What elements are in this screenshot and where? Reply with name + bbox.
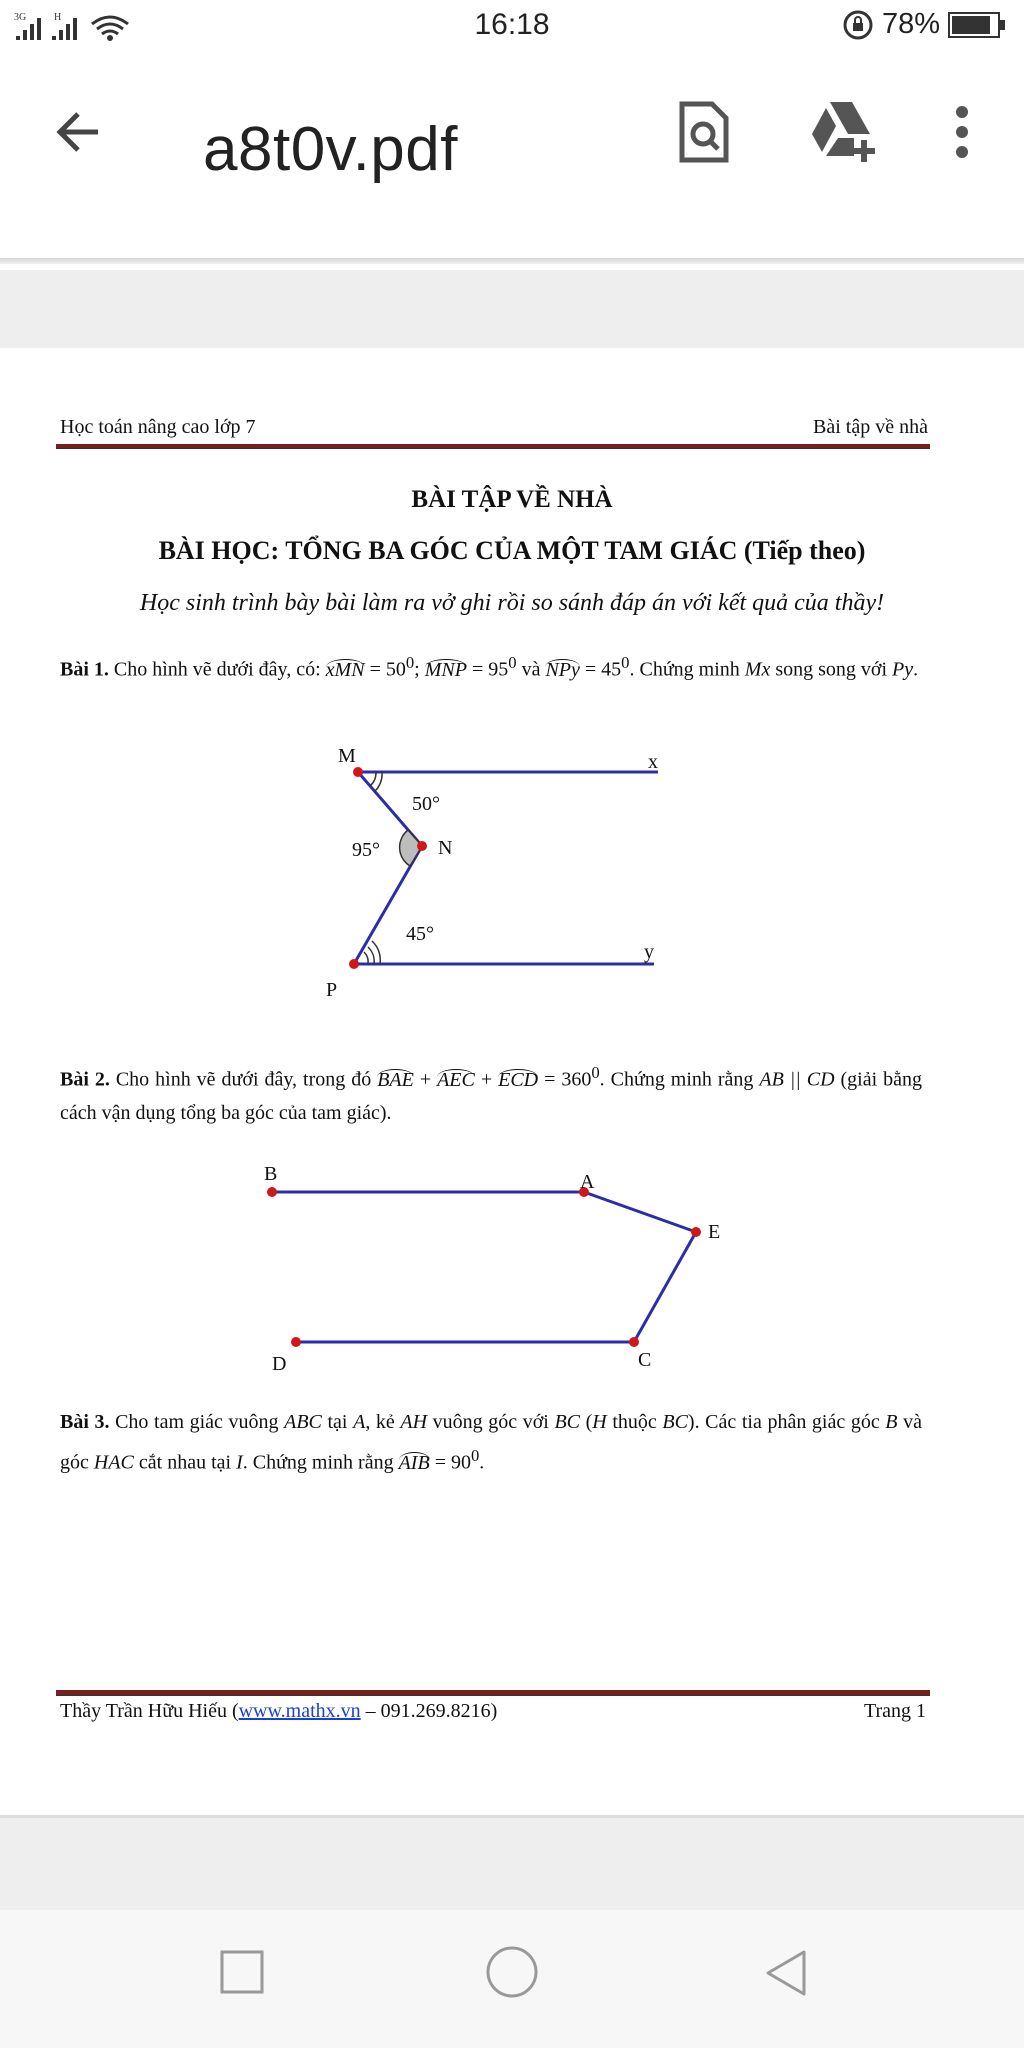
page-heading: BÀI TẬP VỀ NHÀ xyxy=(411,486,613,513)
point-m xyxy=(353,767,363,777)
page-header-right: Bài tập về nhà xyxy=(813,416,928,438)
footer-rule xyxy=(56,1690,930,1696)
network-type-2: H xyxy=(54,12,62,23)
angle-label-45: 45° xyxy=(406,923,434,945)
viewer-gutter-bottom xyxy=(0,1815,1024,1913)
label-e: E xyxy=(708,1221,721,1243)
label-a: A xyxy=(580,1171,595,1193)
more-vert-icon[interactable] xyxy=(950,104,974,160)
label-n: N xyxy=(438,837,453,859)
exercise-1-text: Bài 1. Cho hình vẽ dưới đây, có: xMN = $50^0$; MNP = $95^0$ và NPy = $45^0$. Chứng minh Mx song song với Py. xyxy=(60,653,919,681)
label-y: y xyxy=(644,941,654,963)
viewer-gutter-top xyxy=(0,270,1024,348)
label-x: x xyxy=(648,751,658,773)
battery-icon xyxy=(948,11,1006,39)
lesson-title: BÀI HỌC: TỔNG BA GÓC CỦA MỘT TAM GIÁC (Tiếp theo) xyxy=(158,536,866,565)
pdf-page[interactable] xyxy=(0,348,1024,1815)
point-p xyxy=(349,959,359,969)
segment-ae xyxy=(584,1192,696,1232)
label-b: B xyxy=(264,1163,278,1185)
clock: 16:18 xyxy=(474,8,550,41)
segment-ec xyxy=(634,1232,696,1342)
network-type-1: 3G xyxy=(14,12,27,23)
search-document-icon[interactable] xyxy=(676,100,732,164)
point-c xyxy=(629,1337,639,1347)
home-circle-icon[interactable] xyxy=(484,1944,540,2000)
label-d: D xyxy=(272,1353,287,1375)
point-e xyxy=(691,1227,701,1237)
header-rule xyxy=(56,444,930,449)
document-title: a8t0v.pdf xyxy=(203,115,458,184)
instruction-text: Học sinh trình bày bài làm ra vở ghi rồi so sánh đáp án với kết quả của thầy! xyxy=(139,590,885,616)
app-bar xyxy=(0,52,1024,264)
label-p: P xyxy=(326,979,338,1001)
back-arrow-icon[interactable] xyxy=(50,102,110,162)
page-header-left: Học toán nâng cao lớp 7 xyxy=(60,416,256,438)
rotation-lock-icon xyxy=(842,9,874,41)
footer-link[interactable]: www.mathx.vn xyxy=(238,1700,361,1722)
exercise-1-figure xyxy=(300,740,700,1001)
exercise-2-figure xyxy=(250,1160,750,1375)
add-to-drive-icon[interactable] xyxy=(808,98,882,164)
point-b xyxy=(267,1187,277,1197)
angle-label-95: 95° xyxy=(352,839,380,861)
point-d xyxy=(291,1337,301,1347)
recents-square-icon[interactable] xyxy=(218,1948,266,1996)
battery-percentage: 78% xyxy=(881,8,940,40)
page-footer-left: Thầy Trần Hữu Hiếu (www.mathx.vn – 091.269.8216) xyxy=(60,1700,498,1722)
status-bar xyxy=(0,0,1024,52)
page-number: Trang 1 xyxy=(863,1700,926,1722)
back-triangle-icon[interactable] xyxy=(762,1948,810,1998)
label-m: M xyxy=(338,745,356,767)
exercise-3-text: Bài 3. Cho tam giác vuông ABC tại A, kẻ AH vuông góc với BC (H thuộc BC). Các tia phân giác góc B và góc HAC cắt nhau tại I. Chứng minh rằng AIB = $90^0$. xyxy=(60,1411,922,1474)
angle-label-50: 50° xyxy=(412,793,440,815)
label-c: C xyxy=(638,1349,652,1371)
system-nav-bar xyxy=(0,1910,1024,2048)
exercise-2-text: Bài 2. Cho hình vẽ dưới đây, trong đó BAE + AEC + ECD = $360^0$. Chứng minh rằng AB || CD (giải bằng cách vận dụng tổng ba góc của tam giác). xyxy=(60,1063,923,1124)
point-n xyxy=(417,841,427,851)
